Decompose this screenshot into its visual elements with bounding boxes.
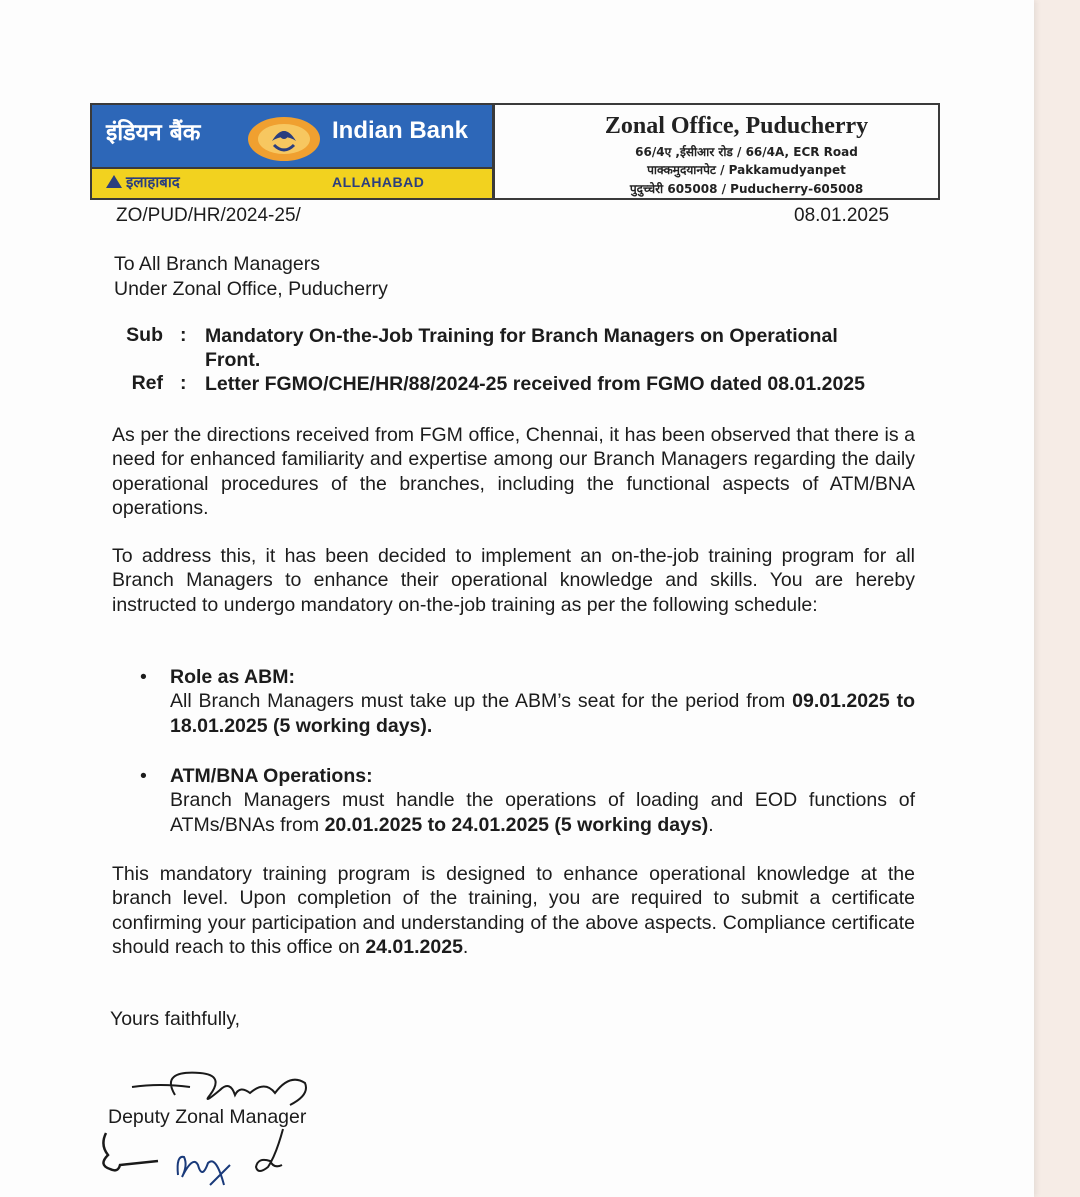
subject-reference-block: [0, 324, 1000, 396]
bullet-bold-dates: 20.01.2025 to 24.01.2025 (5 working days): [324, 813, 709, 836]
allahabad-hindi: इलाहाबाद: [126, 173, 180, 191]
bullet-title: Role as ABM:: [170, 666, 295, 688]
paragraph-3-text: This mandatory training program is designed to enhance operational knowledge at the branch level. Upon completion of the training, you are required to submit a certificate confirming your participation and understanding of the above aspects. Compliance certificate should reach to this office on: [112, 863, 915, 959]
subject-label: Sub: [126, 324, 163, 346]
bank-emblem-icon: [244, 111, 324, 163]
reference-row: [0, 372, 1000, 396]
letterhead: [90, 103, 940, 200]
subject-row: [0, 324, 1000, 372]
bank-name-hindi: इंडियन बैंक: [106, 120, 201, 146]
subject-colon: :: [180, 324, 187, 346]
bullet-bold-dates: 09.01.2025 to 18.01.2025 (5 working days).: [170, 690, 916, 737]
address-line-1: 66/4ए ,ईसीआर रोड / 66/4A, ECR Road: [635, 145, 858, 159]
subject-text: [205, 324, 925, 372]
bank-name-english: Indian Bank: [332, 117, 469, 144]
bullet-body: [170, 689, 915, 738]
allahabad-strip: [92, 167, 492, 198]
compliance-date: 24.01.2025: [365, 936, 463, 959]
subject-line-2: Front.: [205, 349, 261, 371]
office-address-block: [495, 105, 938, 198]
paragraph-1: As per the directions received from FGM office, Chennai, it has been observed that there is a need for enhanced familiarity and expertise among our Branch Managers regarding the daily operational procedures of the branches, including the functional aspects of ATM/BNA operations.: [112, 424, 915, 520]
reference-colon: :: [180, 372, 187, 394]
allahabad-english: ALLAHABAD: [332, 174, 425, 190]
bullet-tail: .: [708, 813, 714, 836]
reference-number: ZO/PUD/HR/2024-25/: [116, 205, 301, 226]
reference-label: Ref: [131, 372, 163, 394]
address-line-3: पुदुच्चेरी 605008 / Puducherry-605008: [629, 182, 864, 196]
initials-icon: [98, 1125, 298, 1193]
bullet-dot-icon: •: [140, 765, 147, 787]
office-title: Zonal Office, Puducherry: [604, 113, 869, 139]
designation: Deputy Zonal Manager: [108, 1106, 307, 1128]
allahabad-triangle-icon: [106, 175, 122, 188]
bullet-title: ATM/BNA Operations:: [170, 765, 373, 787]
paragraph-2: To address this, it has been decided to implement an on-the-job training program for all Branch Managers to enhance their operational knowledge and skills. You are hereby instructed to undergo mandatory on-the-job training as per the following schedule:: [112, 545, 915, 616]
letter-date: 08.01.2025: [794, 205, 890, 226]
recipient-block: [114, 252, 388, 302]
bullet-body: [170, 788, 915, 837]
recipient-line-1: To All Branch Managers: [114, 253, 320, 275]
bullet-dot-icon: •: [140, 666, 147, 688]
paragraph-3-tail: .: [462, 936, 469, 959]
bank-logo-block: [92, 105, 495, 198]
paragraph-3: [112, 862, 915, 960]
address-line-2: पाक्कमुदयानपेट / Pakkamudyanpet: [647, 163, 846, 177]
closing-text: Yours faithfully,: [110, 1008, 241, 1030]
reference-text: Letter FGMO/CHE/HR/88/2024-25 received from FGMO dated 08.01.2025: [205, 373, 866, 395]
bullet-text: All Branch Managers must take up the ABM’s seat for the period from: [170, 690, 786, 713]
recipient-line-2: Under Zonal Office, Puducherry: [114, 278, 388, 300]
bullet-text: Branch Managers must handle the operations of loading and EOD functions of ATMs/BNAs from: [170, 789, 915, 836]
subject-line-1: Mandatory On-the-Job Training for Branch Managers on Operational: [205, 325, 838, 347]
